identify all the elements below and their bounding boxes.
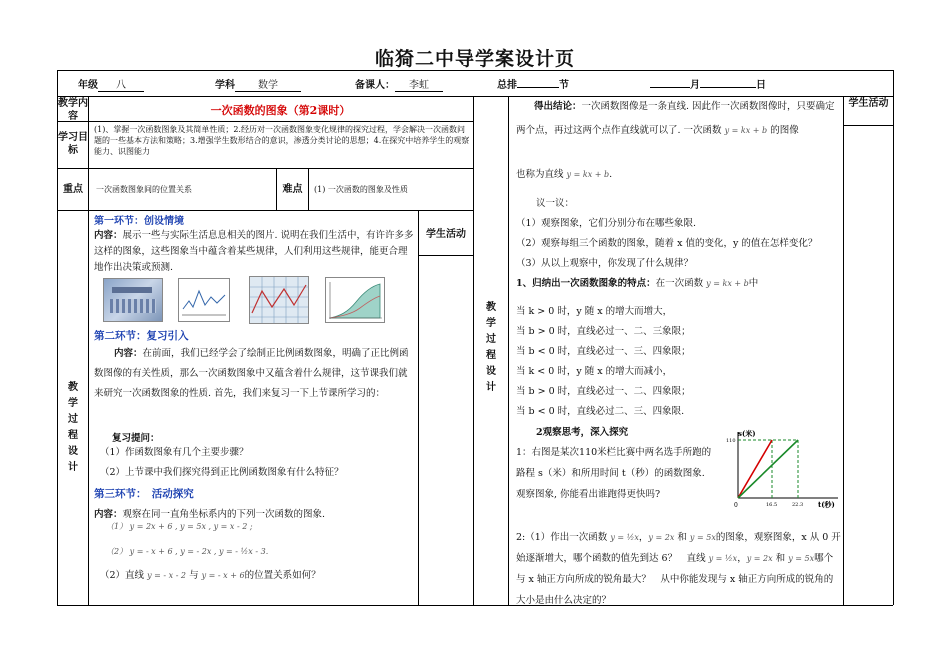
graph-origin: 0	[734, 502, 738, 509]
equation-group-1: （1） y = 2x + 6 , y = 5x , y = x - 2 ;	[106, 522, 253, 531]
discuss-item-3: （3）从以上观察中，你发现了什么规律？	[516, 258, 694, 269]
equation-group-2: （2） y = - x + 6 , y = - 2x , y = - ½x - 3.	[106, 547, 269, 556]
goal-label: 学习目标	[58, 132, 88, 156]
chart-photo-icon	[103, 278, 163, 322]
section2-title: 第二环节：复习引入	[94, 330, 189, 342]
discuss-item-1: （1）观察图象，它们分别分布在哪些象限.	[516, 218, 697, 229]
subject-field: 学科 数学	[215, 76, 301, 92]
discuss-title: 议一议：	[536, 198, 575, 209]
summary-rule-6: 当 b < 0 时，直线必过二、三、四象限.	[516, 406, 685, 417]
review-question-1: （1）作函数图象有几个主要步骤？	[100, 447, 249, 458]
graph-ylabel: s(米)	[738, 429, 756, 438]
key-label: 重点	[63, 184, 83, 195]
student-activity-label-right: 学生活动	[848, 98, 889, 109]
review-question-2: （2）上节课中我们探究得到正比例函数图象有什么特征？	[100, 467, 344, 478]
area-chart-icon	[325, 277, 385, 323]
section2-content: 内容：在前面，我们已经学会了绘制正比例函数图象，明确了正比例函数图像的有关性质，那么一次函数图象中又蕴含着什么规律，这节课我们就来研究一次函数图象的性质. 首先，我们来复习一下上节课所学习的：	[94, 348, 409, 399]
process-label-left: 教 学 过 程 设 计	[68, 382, 78, 473]
section1-content: 内容：展示一些与实际生活息息相关的图片. 说明在我们生活中，有许许多多这样的图象，这些图象当中蕴含着某些规律，人们利用这些规律，能更合理地作出决策或预测.	[94, 230, 414, 273]
summary-rule-4: 当 k < 0 时，y 随 x 的增大而减小，	[516, 366, 673, 377]
graph-xlabel: t(秒)	[818, 500, 835, 509]
calendar-chart-icon	[249, 276, 309, 324]
goal-text: (1)、掌握一次函数图象及其简单性质；2.经历对一次函数图象变化规律的探究过程，学会解决一次函数问题的一些基本方法和策略；3.增强学生数形结合的意识，渗透分类讨论的思想；4.在探究中培养学生的观察能力、识图能力	[94, 125, 470, 156]
summary-rule-1: 当 k > 0 时，y 随 x 的增大而增大，	[516, 306, 673, 317]
conclusion-tail: 也称为直线 y = kx + b.	[516, 169, 613, 180]
summary-rule-2: 当 b > 0 时，直线必过一、二、三象限；	[516, 326, 691, 337]
section3-title: 第三环节： 活动探究	[94, 488, 194, 500]
summary-rule-5: 当 b > 0 时，直线必过一、二、四象限；	[516, 386, 691, 397]
section3-content: 内容：观察在同一直角坐标系内的下列一次函数的图象.	[94, 509, 326, 520]
think-question-2: 2:（1）作出一次函数 y = ½x，y = 2x 和 y = 5x的图象，观察图象，x 从 0 开始逐渐增大，哪个函数的值先到达 6？ 直线 y = ½x，y = 2x 和 y = 5x哪个与 x 轴正方向所成的锐角最大？ 从中你能发现与 x 轴正方向所成的锐角的大小是由什么决定的？	[516, 532, 841, 606]
date-field: 月 日	[650, 76, 766, 91]
graph-y-tick: 110	[726, 438, 736, 444]
race-graph	[724, 426, 842, 510]
conclusion: 得出结论：一次函数图像是一条直线. 因此作一次函数图像时，只要确定两个点，再过这两个点作直线就可以了. 一次函数 y = kx + b 的图像	[516, 101, 835, 136]
review-title: 复习提问：	[112, 433, 160, 444]
summary-heading: 1、归纳出一次函数图象的特点：在一次函数 y = kx + b中	[516, 278, 759, 289]
line-chart-icon	[178, 278, 230, 322]
process-label-right: 教 学 过 程 设 计	[486, 302, 496, 393]
summary-rule-3: 当 b < 0 时，直线必过一、三、四象限；	[516, 346, 691, 357]
lesson-title: 一次函数的图象（第2课时）	[210, 104, 351, 117]
section1-title: 第一环节：创设情境	[94, 216, 184, 227]
content-label: 教学内容	[58, 98, 88, 122]
preparer-field: 备课人： 李虹	[355, 76, 443, 92]
total-field: 总排 节	[497, 80, 569, 91]
think-question-1: 1：右图是某次110米栏比赛中两名选手所跑的路程 s（米）和所用时间 t（秒）的函数图象. 观察图象, 你能看出谁跑得更快吗?	[516, 447, 712, 500]
graph-x-tick-1: 16.5	[766, 502, 778, 508]
difficulty-label: 难点	[282, 184, 303, 195]
page-title: 临猗二中导学案设计页	[374, 48, 575, 70]
graph-x-tick-2: 22.3	[792, 502, 804, 508]
think-heading: 2观察思考，深入探究	[536, 427, 629, 438]
key-text: 一次函数图象间的位置关系	[96, 185, 192, 194]
difficulty-text: (1) 一次函数的图象及性质	[314, 185, 408, 194]
student-activity-label-left: 学生活动	[426, 229, 466, 240]
position-question: （2）直线 y = - x - 2 与 y = - x + 6的位置关系如何？	[100, 570, 321, 581]
grade-field: 年级 八	[78, 76, 144, 92]
discuss-item-2: （2）观察每组三个函数的图象，随着 x 值的变化，y 的值在怎样变化？	[516, 238, 818, 249]
